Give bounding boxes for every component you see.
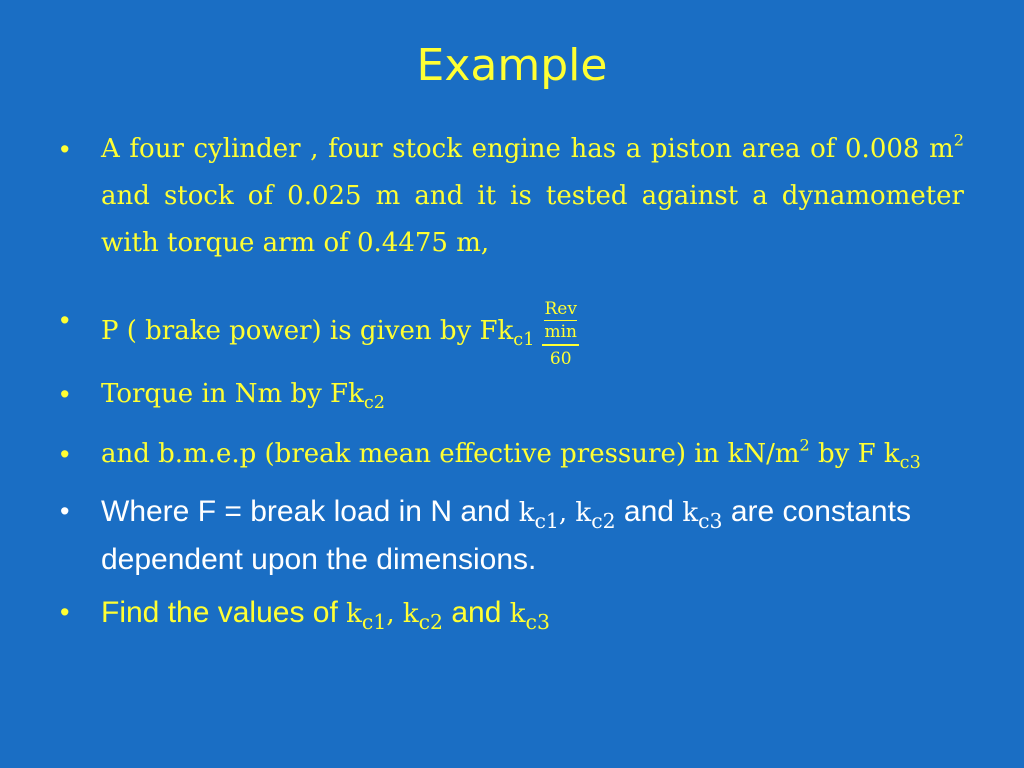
bullet-text: are constants dependent upon the dimensions.	[101, 495, 911, 576]
constant-subscript: c1	[513, 330, 535, 351]
fraction-numerator: Rev	[544, 299, 577, 319]
constant-k: k	[497, 316, 514, 346]
constant-k: k	[883, 439, 900, 469]
comma-separator: ,	[386, 599, 403, 629]
bullet-text: Torque in Nm by F	[101, 379, 349, 409]
bullet-dot: •	[60, 496, 70, 526]
constant-subscript: c2	[591, 509, 616, 534]
fraction-denominator: 60	[549, 349, 572, 369]
constant-k: k	[518, 498, 535, 528]
constant-k: k	[346, 599, 362, 629]
bullet-text: Find the values of	[101, 596, 347, 629]
comma-separator: ,	[558, 498, 576, 528]
constant-k: k	[348, 379, 364, 409]
bullet-dot: •	[60, 597, 70, 627]
constant-subscript: c3	[698, 509, 723, 534]
bullet-text: Where F = break load in N and	[101, 495, 519, 528]
bullet-torque	[58, 371, 964, 421]
bullet-text: and b.m.e.p (break mean effective pressure) in kN/m	[101, 439, 800, 469]
bullet-text: and	[615, 495, 683, 528]
bullet-text: P ( brake power) is given by F	[101, 316, 498, 346]
constant-subscript: c3	[525, 610, 550, 635]
bullet-text: A four cylinder , four stock engine has a piston area of 0.008 m	[101, 134, 954, 164]
bullet-find-values	[58, 590, 964, 638]
fraction	[542, 299, 579, 369]
bullet-where-f	[58, 489, 964, 582]
constant-k: k	[575, 498, 592, 528]
constant-subscript: c1	[534, 509, 559, 534]
constant-k: k	[402, 599, 419, 629]
bullet-text: and	[443, 596, 510, 629]
constant-subscript: c2	[418, 610, 444, 635]
bullet-dot: •	[60, 379, 70, 409]
bullet-engine-spec	[58, 126, 964, 267]
constant-subscript: c3	[899, 453, 921, 474]
bullet-dot: •	[60, 134, 70, 164]
constant-subscript: c2	[363, 393, 385, 414]
constant-k: k	[509, 599, 526, 629]
superscript: 2	[799, 435, 810, 455]
bullet-dot: •	[60, 305, 70, 335]
bullet-brake-power	[58, 297, 964, 367]
slide-title: Example	[416, 40, 608, 91]
bullet-text: and stock of 0.025 m and it is tested against a dynamometer with torque arm of 0.4475 m,	[101, 181, 964, 258]
bullet-list	[58, 126, 964, 638]
fraction-middle: min	[544, 322, 577, 342]
constant-subscript: c1	[361, 610, 387, 635]
bullet-text: by F	[809, 439, 884, 469]
fraction-top	[542, 299, 579, 346]
bullet-dot: •	[60, 439, 70, 469]
bullet-bmep	[58, 431, 964, 481]
superscript: 2	[953, 130, 964, 150]
constant-k: k	[682, 498, 699, 528]
